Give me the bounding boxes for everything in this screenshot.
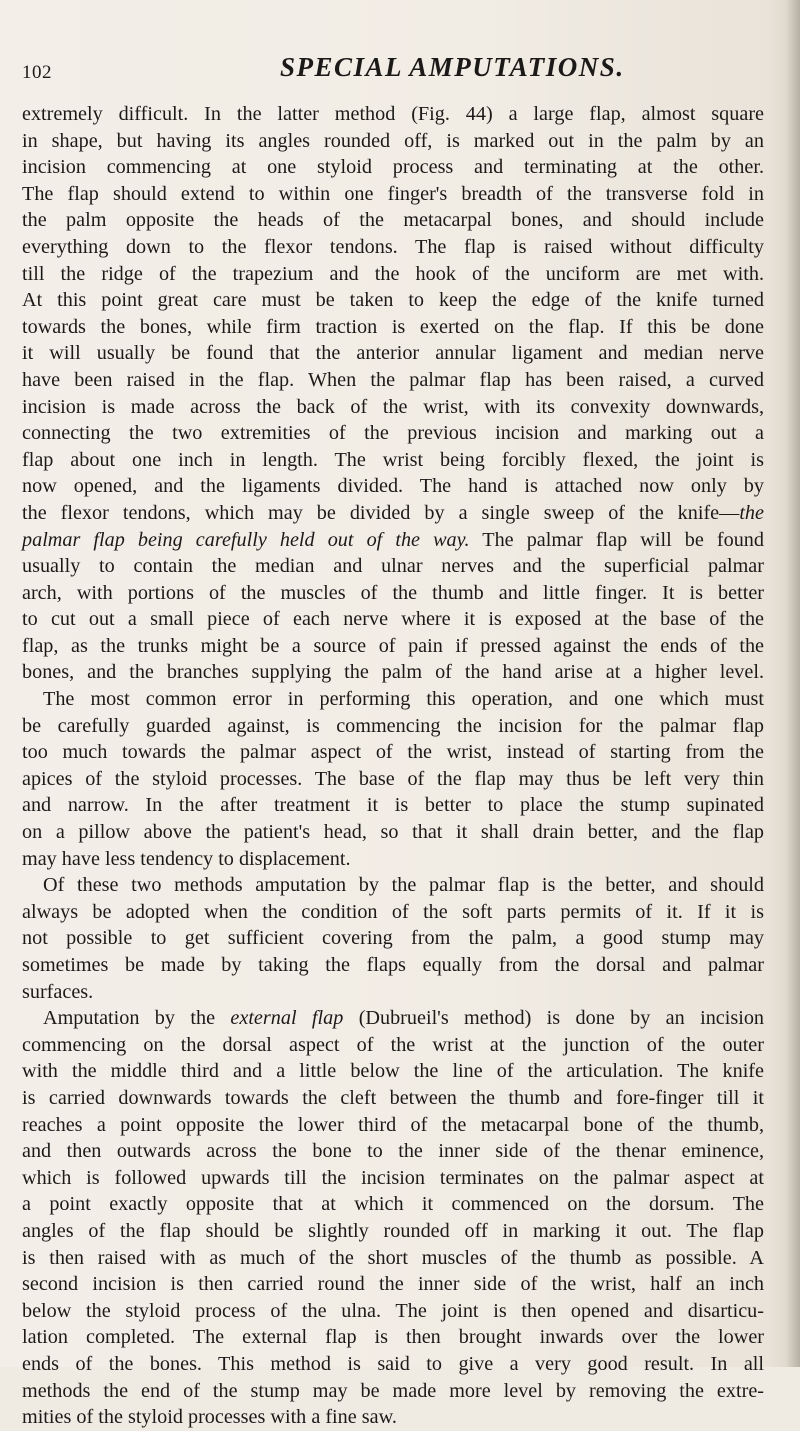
text-line: [22, 713, 764, 740]
text-segment: towards the bones, while firm traction is exerted on the flap. If this be done: [22, 315, 764, 338]
text-line: [22, 367, 764, 394]
text-segment: (Dubrueil's method) is done by an incision: [343, 1007, 765, 1030]
text-line: [22, 234, 764, 261]
text-line: [22, 473, 764, 500]
text-segment: with the middle third and a little below the line of the articulation. The knife: [22, 1060, 764, 1083]
text-segment: always be adopted when the condition of the soft parts permits of it. If it is: [22, 900, 764, 923]
text-line: [22, 340, 764, 367]
text-segment: below the styloid process of the ulna. The joint is then opened and disarticu-: [22, 1299, 764, 1322]
text-line: [22, 899, 764, 926]
italic-phrase: palmar flap being carefully held out of the way.: [22, 528, 470, 551]
text-segment: arch, with portions of the muscles of the thumb and little finger. It is better: [22, 581, 764, 604]
text-segment: too much towards the palmar aspect of the wrist, instead of starting from the: [22, 741, 764, 764]
text-line: [22, 739, 764, 766]
text-segment: the palm opposite the heads of the metacarpal bones, and should include: [22, 209, 764, 232]
text-segment: incision is made across the back of the wrist, with its convexity downwards,: [22, 395, 764, 418]
text-line: [22, 420, 764, 447]
text-line: [22, 1271, 764, 1298]
text-segment: the flexor tendons, which may be divided by a single sweep of the knife—: [22, 501, 740, 524]
text-segment: surfaces.: [22, 980, 94, 1003]
text-line: [22, 1298, 764, 1325]
text-line: [22, 101, 764, 128]
text-segment: The most common error in performing this operation, and one which must: [43, 688, 764, 711]
text-line: [22, 1324, 764, 1351]
text-segment: be carefully guarded against, is commencing the incision for the palmar flap: [22, 714, 764, 737]
text-segment: incision commencing at one styloid process and terminating at the other.: [22, 156, 764, 179]
text-line: [22, 686, 764, 713]
page-edge-shadow: [786, 0, 800, 1367]
text-segment: which is followed upwards till the incision terminates on the palmar aspect at: [22, 1166, 764, 1189]
text-line: [22, 606, 764, 633]
text-segment: flap, as the trunks might be a source of pain if pressed against the ends of the: [22, 634, 764, 657]
text-segment: on a pillow above the patient's head, so that it shall drain better, and the flap: [22, 821, 764, 844]
text-segment: not possible to get sufficient covering from the palm, a good stump may: [22, 927, 764, 950]
text-segment: methods the end of the stump may be made more level by removing the extre-: [22, 1379, 764, 1402]
text-segment: bones, and the branches supplying the palm of the hand arise at a higher level.: [22, 661, 764, 684]
text-line: [22, 792, 764, 819]
text-line: [22, 207, 764, 234]
text-line: [22, 872, 764, 899]
text-segment: a point exactly opposite that at which it commenced on the dorsum. The: [22, 1193, 764, 1216]
text-segment: to cut out a small piece of each nerve where it is exposed at the base of the: [22, 608, 764, 631]
text-line: [22, 1032, 764, 1059]
text-segment: and then outwards across the bone to the inner side of the thenar eminence,: [22, 1140, 764, 1163]
page-number: 102: [22, 62, 52, 83]
text-segment: lation completed. The external flap is then brought inwards over the lower: [22, 1326, 764, 1349]
text-segment: usually to contain the median and ulnar nerves and the superficial palmar: [22, 555, 764, 578]
text-segment: commencing on the dorsal aspect of the wrist at the junction of the outer: [22, 1033, 764, 1056]
text-segment: Amputation by the: [43, 1007, 231, 1030]
text-segment: have been raised in the flap. When the palmar flap has been raised, a curved: [22, 368, 764, 391]
text-line: [22, 394, 764, 421]
text-line: [22, 287, 764, 314]
italic-phrase: external flap: [230, 1007, 344, 1030]
text-line: [22, 1165, 764, 1192]
text-segment: in shape, but having its angles rounded off, is marked out in the palm by an: [22, 129, 764, 152]
text-segment: is carried downwards towards the cleft between the thumb and fore-finger till it: [22, 1086, 764, 1109]
text-line: [22, 1058, 764, 1085]
text-segment: second incision is then carried round the inner side of the wrist, half an inch: [22, 1273, 764, 1296]
text-segment: The flap should extend to within one finger's breadth of the transverse fold in: [22, 182, 764, 205]
text-segment: apices of the styloid processes. The base of the flap may thus be left very thin: [22, 767, 764, 790]
text-segment: ends of the bones. This method is said to give a very good result. In all: [22, 1352, 764, 1375]
text-line: [22, 1378, 764, 1405]
text-segment: may have less tendency to displacement.: [22, 847, 351, 870]
text-line: [22, 979, 764, 1006]
text-segment: connecting the two extremities of the previous incision and marking out a: [22, 422, 764, 445]
text-segment: Of these two methods amputation by the palmar flap is the better, and should: [43, 874, 764, 897]
text-line: [22, 314, 764, 341]
text-line: [22, 1245, 764, 1272]
running-head: SPECIAL AMPUTATIONS.: [280, 52, 625, 82]
text-segment: extremely difficult. In the latter method (Fig. 44) a large flap, almost square: [22, 103, 764, 125]
text-segment: sometimes be made by taking the flaps equally from the dorsal and palmar: [22, 954, 764, 976]
text-line: [22, 1138, 764, 1165]
text-segment: reaches a point opposite the lower third of the metacarpal bone of the thumb,: [22, 1113, 764, 1136]
text-line: [22, 181, 764, 208]
text-line: [22, 766, 764, 793]
text-segment: At this point great care must be taken to keep the edge of the knife turned: [22, 289, 764, 312]
body-text: [22, 101, 764, 1431]
text-line: [22, 633, 764, 660]
text-line: [22, 261, 764, 288]
text-segment: everything down to the flexor tendons. The flap is raised without difficulty: [22, 235, 764, 258]
text-line: [22, 952, 764, 979]
text-line: [22, 819, 764, 846]
text-line: [22, 659, 764, 686]
text-line: [22, 846, 764, 873]
text-segment: flap about one inch in length. The wrist being forcibly flexed, the joint is: [22, 448, 764, 471]
text-line: [22, 1404, 764, 1431]
text-line: [22, 1005, 764, 1032]
text-line: [22, 1112, 764, 1139]
text-segment: and narrow. In the after treatment it is better to place the stump supinated: [22, 794, 764, 817]
text-line: [22, 1351, 764, 1378]
text-line: [22, 154, 764, 181]
text-line: [22, 128, 764, 155]
text-line: [22, 500, 764, 527]
text-segment: angles of the flap should be slightly rounded off in marking it out. The flap: [22, 1219, 764, 1242]
text-line: [22, 1191, 764, 1218]
text-segment: till the ridge of the trapezium and the hook of the unciform are met with.: [22, 262, 764, 285]
text-segment: it will usually be found that the anterior annular ligament and median nerve: [22, 342, 764, 365]
text-segment: is then raised with as much of the short muscles of the thumb as possible. A: [22, 1246, 764, 1269]
page-header: [22, 52, 762, 92]
italic-phrase: the: [739, 501, 764, 524]
text-line: [22, 1085, 764, 1112]
text-line: [22, 580, 764, 607]
text-line: [22, 447, 764, 474]
text-segment: mities of the styloid processes with a fine saw.: [22, 1406, 397, 1429]
text-segment: The palmar flap will be found: [469, 528, 764, 551]
text-line: [22, 925, 764, 952]
text-segment: now opened, and the ligaments divided. The hand is attached now only by: [22, 475, 764, 498]
text-line: [22, 553, 764, 580]
text-line: [22, 1218, 764, 1245]
text-line: [22, 527, 764, 554]
